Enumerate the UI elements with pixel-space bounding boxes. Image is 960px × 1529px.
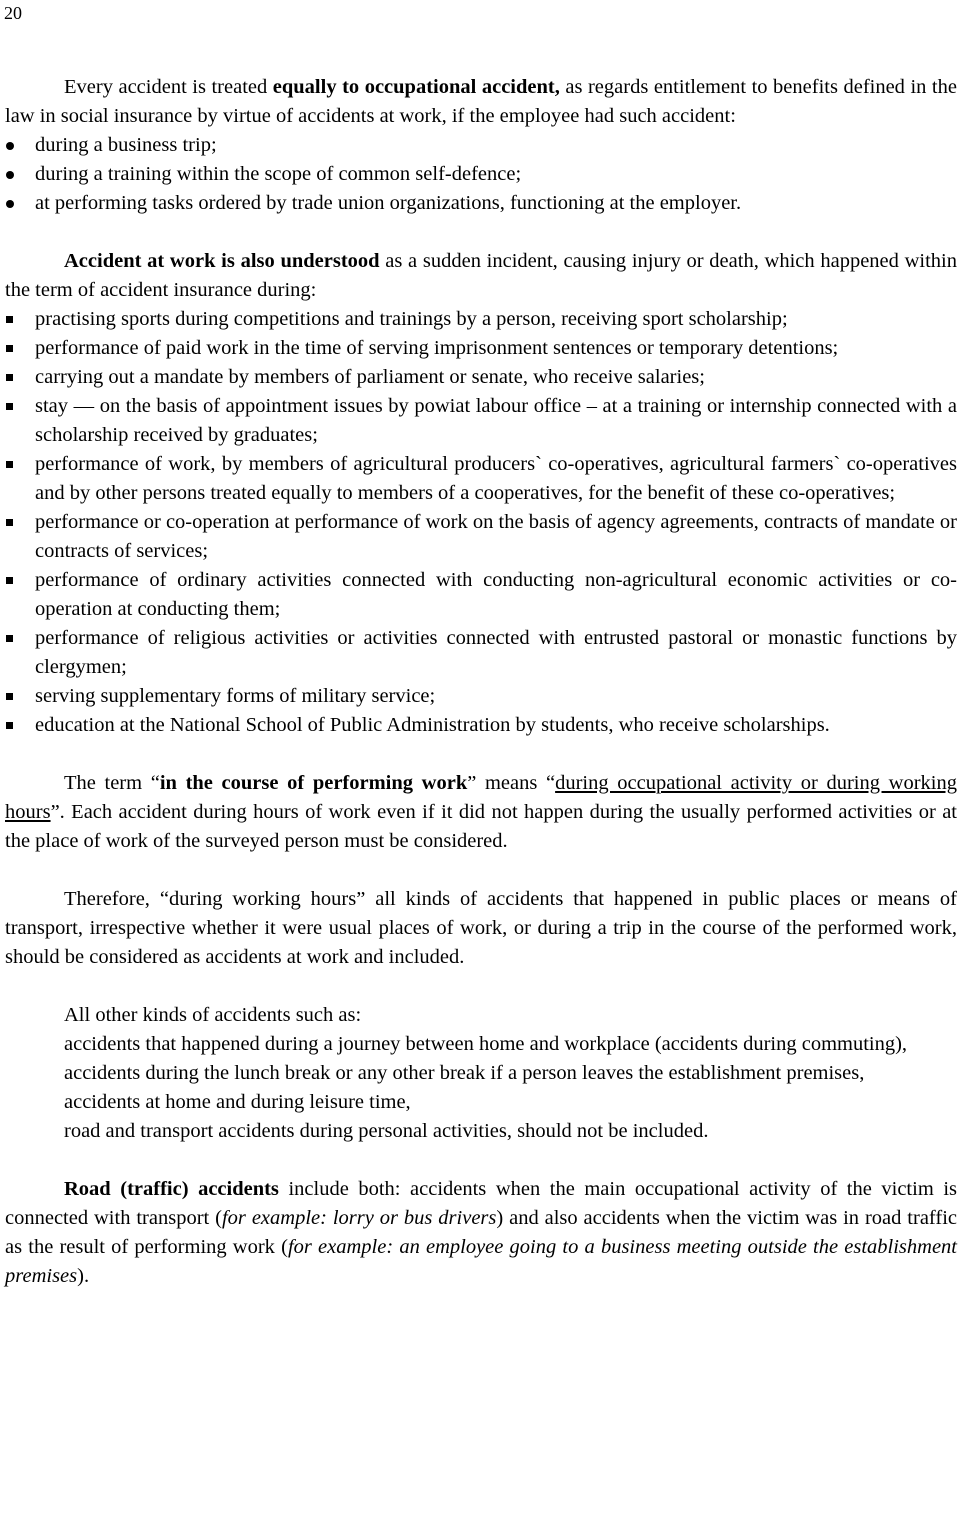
spacer	[5, 1146, 957, 1175]
list-item: performance or co-operation at performance of work on the basis of agency agreements, contracts of mandate or contracts of services;	[35, 511, 957, 562]
document-body	[5, 73, 957, 1291]
list-item: stay — on the basis of appointment issues by powiat labour office – at a training or internship connected with a scholarship received by graduates;	[35, 395, 957, 446]
spacer	[5, 972, 957, 1001]
bold-term: equally to occupational accident,	[272, 76, 560, 98]
italic-example: for example: lorry or bus drivers	[221, 1207, 497, 1229]
list-item: during a business trip;	[35, 134, 217, 156]
text-run: Every accident is treated	[64, 76, 273, 98]
list-item: performance of ordinary activities connected with conducting non-agricultural economic activities or co-operation at conducting them;	[35, 569, 957, 620]
square-bullet-list	[5, 305, 957, 740]
italic-example: for example: an employee going to a business meeting outside the establishment premises	[5, 1236, 957, 1287]
paragraph-course-of-work: The term “in the course of performing work” means “during occupational activity or during working hours”. Each accident during hours of work even if it did not happen during the usually performed activities or at the place of work of the surveyed person must be considered.	[5, 772, 957, 852]
list-item: performance of work, by members of agricultural producers` co-operatives, agricultural farmers` co-operatives and by other persons treated equally to members of a cooperatives, for the benefit of these co-operatives;	[35, 453, 957, 504]
list-item: at performing tasks ordered by trade union organizations, functioning at the employer.	[35, 192, 742, 214]
list-item: performance of religious activities or activities connected with entrusted pastoral or monastic functions by clergymen;	[35, 627, 957, 678]
list-item: practising sports during competitions and trainings by a person, receiving sport scholarship;	[35, 308, 788, 330]
paragraph-equal-treatment	[5, 73, 957, 131]
text-run: as regards entitlement to benefits defined in the law in social insurance by virtue of accidents at work, if the employee had such accident:	[5, 76, 957, 127]
bold-term: Accident at work is also understood	[64, 250, 380, 272]
list-item: serving supplementary forms of military service;	[35, 685, 436, 707]
spacer	[5, 856, 957, 885]
spacer	[5, 740, 957, 769]
paragraph-excluded-intro: All other kinds of accidents such as:	[64, 1004, 362, 1026]
list-item: performance of paid work in the time of serving imprisonment sentences or temporary detentions;	[35, 337, 839, 359]
spacer	[5, 218, 957, 247]
text-run: as a sudden incident, causing injury or death, which happened within the term of accident insurance during:	[5, 250, 957, 301]
dot-bullet-list	[5, 131, 957, 218]
paragraph-working-hours: Therefore, “during working hours” all kinds of accidents that happened in public places or means of transport, irrespective whether it were usual places of work, or during a trip in the course of the performed work, should be considered as accidents at work and included.	[5, 888, 957, 968]
list-item: during a training within the scope of common self-defence;	[35, 163, 522, 185]
excluded-line: accidents at home and during leisure time,	[64, 1091, 411, 1113]
bold-term: Road (traffic) accidents	[64, 1178, 279, 1200]
paragraph-accident-at-work	[5, 247, 957, 305]
excluded-line: accidents that happened during a journey between home and workplace (accidents during commuting),	[64, 1033, 908, 1055]
list-item: education at the National School of Public Administration by students, who receive scholarships.	[35, 714, 830, 736]
page-number: 20	[4, 3, 22, 23]
excluded-line: accidents during the lunch break or any other break if a person leaves the establishment premises,	[64, 1062, 865, 1084]
underlined-definition: during occupational activity or during working hours	[5, 772, 957, 823]
bold-term: in the course of performing work	[159, 772, 468, 794]
paragraph-road-accidents: Road (traffic) accidents include both: accidents when the main occupational activity of the victim is connected with transport (for example: lorry or bus drivers) and also accidents when the victim was in road traffic as the result of performing work (for example: an employee going to a business meeting outside the establishment premises).	[5, 1178, 957, 1287]
list-item: carrying out a mandate by members of parliament or senate, who receive salaries;	[35, 366, 705, 388]
excluded-line: road and transport accidents during personal activities, should not be included.	[64, 1120, 709, 1142]
